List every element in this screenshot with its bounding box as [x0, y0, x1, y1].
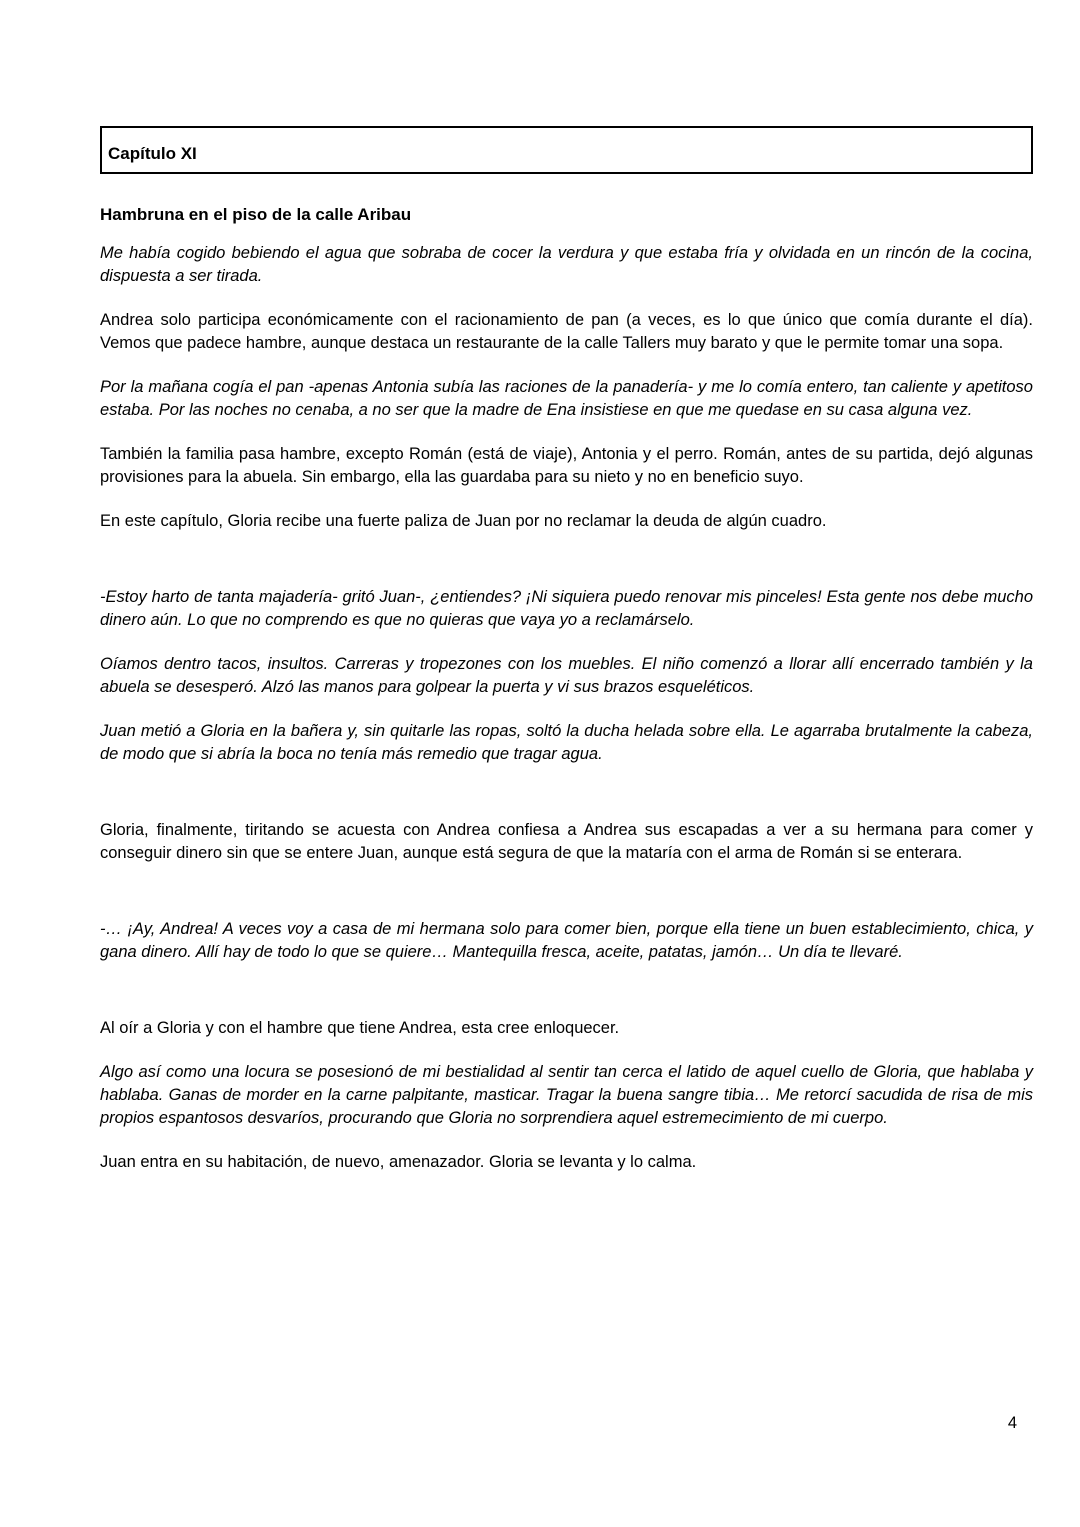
- page-number: 4: [1007, 1414, 1017, 1432]
- paragraph: Andrea solo participa económicamente con el racionamiento de pan (a veces, es lo que único que comía durante el día). Vemos que padece hambre, aunque destaca un restaurante de la calle Tallers muy barato y que le permite tomar una sopa.: [100, 311, 1033, 352]
- section-heading: Hambruna en el piso de la calle Aribau: [100, 205, 412, 224]
- paragraph: -Estoy harto de tanta majadería- gritó Juan-, ¿entiendes? ¡Ni siquiera puedo renovar mis pinceles! Esta gente nos debe mucho dinero aún. Lo que no comprendo es que no quieras que vaya yo a reclamárselo.: [100, 588, 1033, 629]
- paragraph: Oíamos dentro tacos, insultos. Carreras y tropezones con los muebles. El niño comenzó a llorar allí encerrado también y la abuela se desesperó. Alzó las manos para golpear la puerta y vi sus brazos esqueléticos.: [100, 655, 1033, 696]
- paragraph: Por la mañana cogía el pan -apenas Antonia subía las raciones de la panadería- y me lo comía entero, tan caliente y apetitoso estaba. Por las noches no cenaba, a no ser que la madre de Ena insistiese en que me quedase en su casa alguna vez.: [100, 378, 1033, 419]
- paragraph: Juan entra en su habitación, de nuevo, amenazador. Gloria se levanta y lo calma.: [100, 1153, 697, 1171]
- chapter-title: Capítulo XI: [108, 144, 197, 163]
- paragraph: Me había cogido bebiendo el agua que sobraba de cocer la verdura y que estaba fría y olvidada en un rincón de la cocina, dispuesta a ser tirada.: [100, 244, 1033, 285]
- paragraph: -… ¡Ay, Andrea! A veces voy a casa de mi hermana solo para comer bien, porque ella tiene un buen establecimiento, chica, y gana dinero. Allí hay de todo lo que se quiere… Mantequilla fresca, aceite, patatas, jamón… Un día te llevaré.: [100, 920, 1033, 961]
- document-content: [100, 126, 1033, 1195]
- paragraph: Al oír a Gloria y con el hambre que tiene Andrea, esta cree enloquecer.: [100, 1019, 620, 1037]
- paragraph: Gloria, finalmente, tiritando se acuesta con Andrea confiesa a Andrea sus escapadas a ver a su hermana para comer y conseguir dinero sin que se entere Juan, aunque está segura de que la mataría con el arma de Román si se enterara.: [100, 821, 1033, 862]
- chapter-title-box: [100, 126, 1033, 174]
- paragraph: Algo así como una locura se posesionó de mi bestialidad al sentir tan cerca el latido de aquel cuello de Gloria, que hablaba y hablaba. Ganas de morder en la carne palpitante, masticar. Tragar la buena sangre tibia… Me retorcí sacudida de risa de mis propios espantosos desvaríos, procurando que Gloria no sorprendiera aquel estremecimiento de mi cuerpo.: [100, 1063, 1033, 1127]
- paragraph: En este capítulo, Gloria recibe una fuerte paliza de Juan por no reclamar la deuda de algún cuadro.: [100, 512, 827, 530]
- paragraph: Juan metió a Gloria en la bañera y, sin quitarle las ropas, soltó la ducha helada sobre ella. Le agarraba brutalmente la cabeza, de modo que si abría la boca no tenía más remedio que tragar agua.: [100, 722, 1033, 763]
- paragraph-list: [100, 242, 1033, 1174]
- paragraph: También la familia pasa hambre, excepto Román (está de viaje), Antonia y el perro. Román, antes de su partida, dejó algunas provisiones para la abuela. Sin embargo, ella las guardaba para su nieto y no en beneficio suyo.: [100, 445, 1033, 486]
